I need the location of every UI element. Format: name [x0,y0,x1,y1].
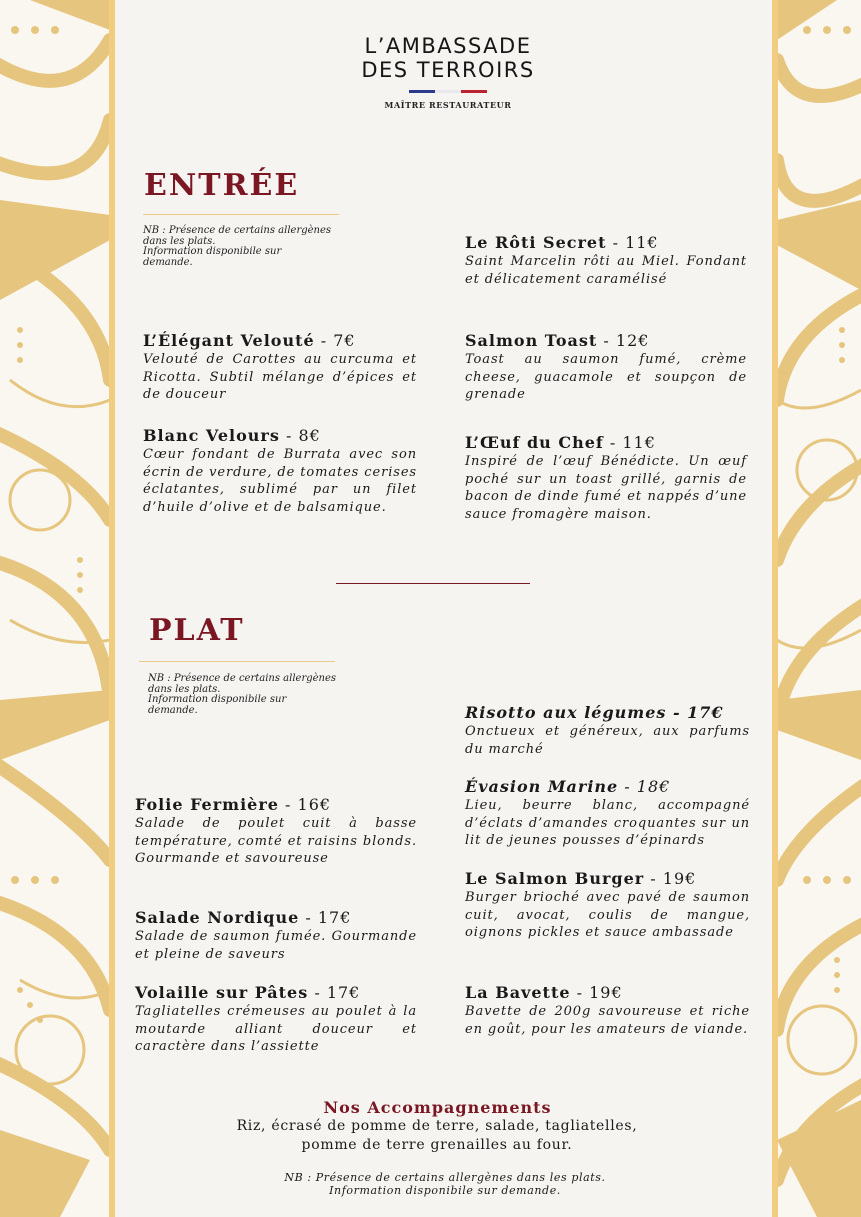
menu-item [135,795,417,868]
item-description: Inspiré de l’œuf Bénédicte. Un œuf poché sur un toast grillé, garnis de bacon de dinde fumé et nappés d’une sauce fromagère maison. [465,454,747,522]
item-name: Folie Fermière [135,795,279,814]
item-description: Onctueux et généreux, aux parfums du marché [465,724,750,757]
restaurant-name-line2: DES TERROIRS [361,58,535,82]
plat-allergen-note [148,674,336,716]
item-name: L’Œuf du Chef [465,433,604,452]
item-price: - 16€ [278,795,332,814]
nb-line: NB : Présence de certains allergènes [143,225,332,236]
menu-item [465,703,750,758]
item-description: Burger brioché avec pavé de saumon cuit, avocat, coulis de mangue, oignons pickles et sauce ambassade [465,890,750,940]
plat-title-underline [139,661,335,662]
restaurant-subtitle: MAÎTRE RESTAURATEUR [384,100,512,110]
item-price: - 17€ [299,908,352,927]
item-description: Tagliatelles crémeuses au poulet à la moutarde alliant douceur et caractère dans l’assiette [135,1004,417,1054]
section-title-plat: PLAT [149,613,245,648]
item-description: Velouté de Carottes au curcuma et Ricotta. Subtil mélange d’épices et de douceur [143,352,417,402]
item-description: Lieu, beurre blanc, accompagné d’éclats d’amandes croquantes sur un lit de jeunes pousses d’épinards [465,798,750,848]
item-name: Salade Nordique [135,908,300,927]
item-name: Évasion Marine [465,777,619,796]
section-title-entree: ENTRÉE [144,168,300,203]
item-price: - 19€ [570,983,623,1002]
entree-allergen-note [143,226,331,268]
footer-line: NB : Présence de certains allergènes dans les plats. [284,1171,606,1184]
menu-item-title [143,331,417,351]
item-price: - 12€ [597,331,650,350]
item-price: - 11€ [603,433,656,452]
menu-item-title [465,869,750,889]
item-name: Risotto aux légumes - 17€ [465,703,724,722]
menu-item-title [465,777,750,797]
menu-item [465,433,747,523]
item-name: Volaille sur Pâtes [135,983,309,1002]
menu-item [465,777,750,850]
item-description: Saint Marcelin rôti au Miel. Fondant et délicatement caramélisé [465,254,747,287]
accompaniments-title: Nos Accompagnements [323,1098,552,1117]
menu-item-title [135,983,417,1003]
item-description: Toast au saumon fumé, crème cheese, guacamole et soupçon de grenade [465,352,747,402]
restaurant-name-line1: L’AMBASSADE [364,34,532,58]
item-description: Salade de poulet cuit à basse température, comté et raisins blonds. Gourmande et savoureuse [135,816,417,866]
item-price: - 8€ [279,426,321,445]
accompaniments-list [212,1117,662,1155]
menu-item [465,331,747,404]
item-price: - 18€ [618,777,671,796]
menu-item-title [465,233,747,253]
nb-line: demande. [148,704,198,716]
menu-item-title [135,908,417,928]
item-name: Blanc Velours [143,426,280,445]
french-flag-bar [409,90,487,93]
right-mandala-pattern [777,0,861,1217]
item-name: Le Rôti Secret [465,233,607,252]
item-name: Salmon Toast [465,331,598,350]
nb-line: dans les plats. [143,235,216,247]
menu-item-title [465,983,750,1003]
item-name: Le Salmon Burger [465,869,645,888]
nb-line: Information disponibile sur [148,694,287,705]
menu-item [465,983,750,1038]
menu-item-title [465,703,750,723]
item-price: - 17€ [308,983,361,1002]
accompaniments-line: Riz, écrasé de pomme de terre, salade, tagliatelles, [236,1118,638,1134]
section-divider [336,583,530,584]
nb-line: dans les plats. [148,683,221,695]
nb-line: NB : Présence de certains allergènes [148,673,337,684]
menu-item [135,908,417,963]
footer-line: Information disponibile sur demande. [329,1184,561,1197]
item-name: La Bavette [465,983,571,1002]
item-price: - 7€ [314,331,356,350]
menu-item [135,983,417,1056]
menu-item [465,869,750,942]
left-mandala-pattern [0,0,110,1217]
menu-item [143,331,417,404]
restaurant-logo [300,34,596,110]
footer-allergen-note [240,1171,650,1197]
item-price: - 11€ [606,233,659,252]
menu-item [143,426,417,516]
item-price: - 19€ [644,869,697,888]
menu-item-title [143,426,417,446]
nb-line: Information disponibile sur [143,246,282,257]
item-description: Bavette de 200g savoureuse et riche en goût, pour les amateurs de viande. [465,1004,750,1037]
item-name: L’Élégant Velouté [143,331,315,350]
item-description: Salade de saumon fumée. Gourmande et pleine de saveurs [135,929,417,962]
item-description: Cœur fondant de Burrata avec son écrin de verdure, de tomates cerises éclatantes, sublimé par un filet d’huile d’olive et de balsamique. [143,447,417,515]
left-gold-rule [109,0,115,1217]
nb-line: demande. [143,256,193,268]
right-gold-rule [772,0,778,1217]
menu-item [465,233,747,288]
menu-item-title [135,795,417,815]
menu-item-title [465,331,747,351]
entree-title-underline [143,214,339,215]
accompaniments-line: pomme de terre grenailles au four. [301,1137,573,1153]
menu-item-title [465,433,747,453]
